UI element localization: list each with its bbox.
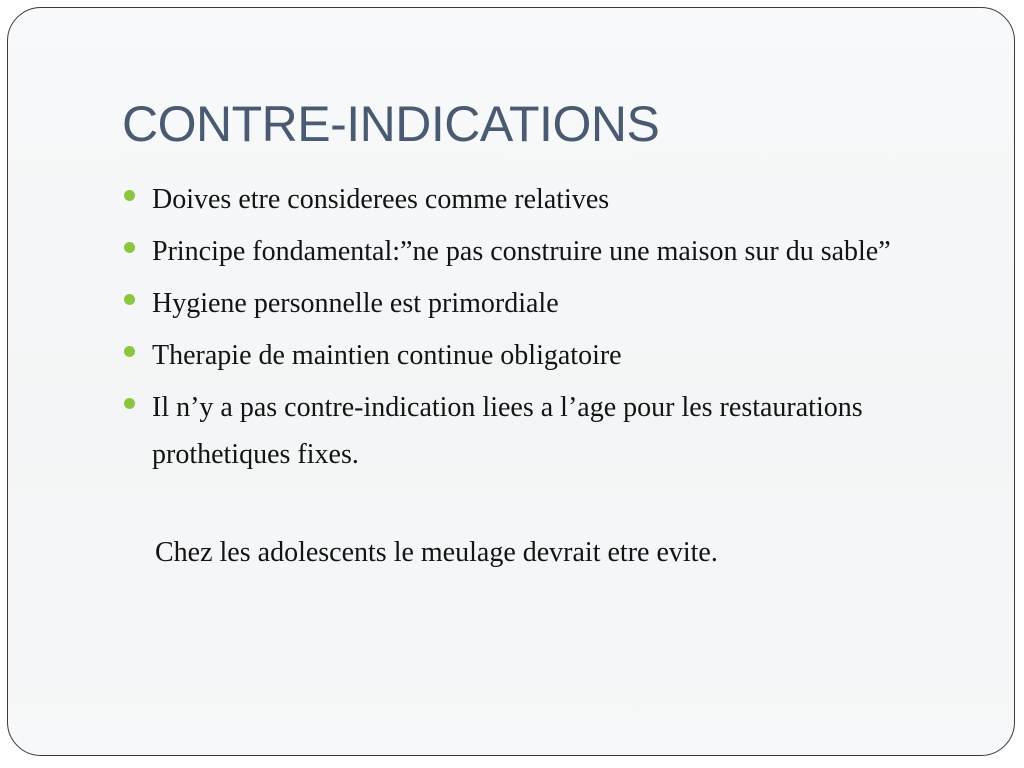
bullet-dot-icon	[124, 190, 135, 201]
bullet-item	[124, 332, 954, 379]
bullet-text: Il n’y a pas contre-indication liees a l’age pour les restaurations prothetiques fixes.	[152, 392, 863, 470]
bullet-text: Therapie de maintien continue obligatoire	[152, 340, 622, 371]
bullet-item	[124, 384, 954, 478]
bullet-text: Doives etre considerees comme relatives	[152, 184, 610, 215]
bullet-dot-icon	[124, 242, 135, 253]
bullet-item	[124, 176, 954, 223]
bullet-dot-icon	[124, 398, 135, 409]
bullet-text: Hygiene personnelle est primordiale	[152, 288, 559, 319]
bullet-item	[124, 280, 954, 327]
bullet-item	[124, 228, 954, 275]
bullet-dot-icon	[124, 294, 135, 305]
slide-title: CONTRE-INDICATIONS	[122, 96, 660, 152]
bullet-text: Principe fondamental:”ne pas construire une maison sur du sable”	[152, 236, 891, 267]
indented-note: Chez les adolescents le meulage devrait etre evite.	[155, 537, 718, 568]
slide-frame	[7, 7, 1015, 756]
bullet-list	[124, 176, 954, 483]
bullet-dot-icon	[124, 346, 135, 357]
